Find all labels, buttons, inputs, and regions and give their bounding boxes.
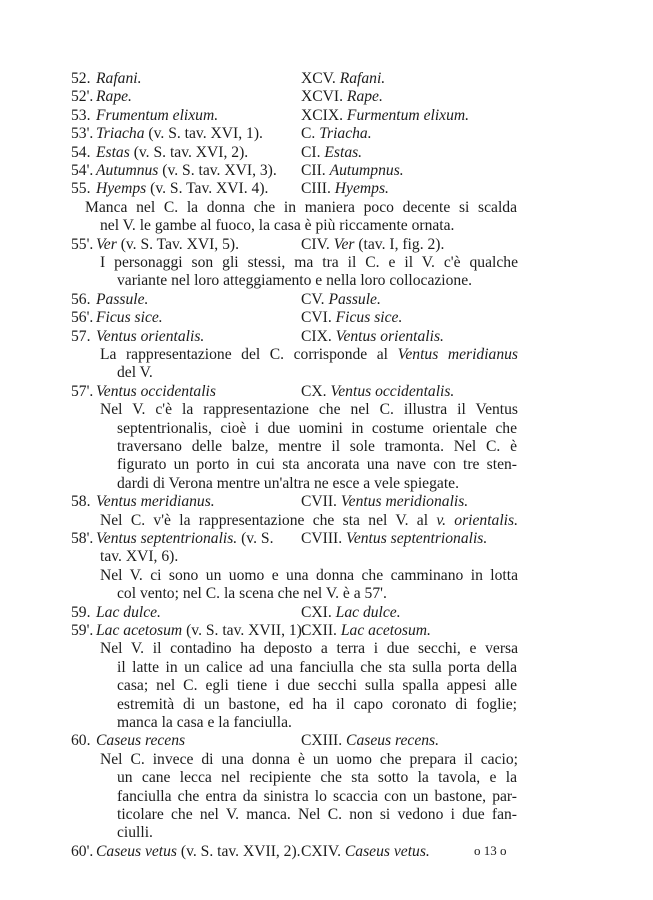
c-title: Ventus meridionalis. — [340, 493, 469, 511]
v-entry — [96, 621, 306, 640]
c-number: CVII. — [301, 493, 341, 511]
c-title: Triacha. — [319, 125, 372, 143]
c-entry — [301, 731, 439, 750]
entry-number: 57. — [71, 327, 91, 345]
c-entry — [301, 235, 444, 254]
c-number: CXII. — [301, 622, 341, 639]
c-title: Ficus sice. — [335, 309, 403, 327]
c-title: Lac acetosum. — [340, 622, 431, 639]
v-title: Ventus occidentalis — [96, 382, 216, 400]
note-text: ciulli. — [117, 824, 153, 842]
c-number: CVIII. — [301, 530, 347, 547]
entry-number: 53'. — [71, 125, 94, 143]
v-reference: (v. S. tav. XVI, 3). — [158, 162, 277, 179]
c-entry — [301, 69, 385, 88]
note-text: I personaggi son gli stessi, ma tra il C. e il V. c'è qualche — [100, 254, 518, 271]
entry-number: 60. — [71, 732, 91, 750]
folio-ornament-left: o — [474, 843, 481, 858]
c-number: XCIX. — [301, 106, 347, 124]
c-title: Caseus vetus. — [344, 842, 430, 860]
v-title: Estas — [96, 143, 130, 161]
c-number: CVI. — [301, 309, 336, 327]
c-entry — [301, 179, 389, 198]
v-entry — [96, 235, 239, 254]
v-entry — [96, 124, 263, 143]
c-entry — [301, 382, 454, 401]
v-entry — [96, 529, 273, 548]
entry-number: 52. — [71, 70, 91, 87]
c-title: Hyemps. — [334, 180, 389, 198]
entry-number: 54'. — [71, 162, 94, 179]
c-title: Rafani. — [339, 70, 386, 87]
page-folio — [474, 843, 507, 859]
entry-number: 58. — [71, 493, 91, 511]
note-text: un cane lecca nel recipiente che sta sotto la tavola, e la — [117, 769, 517, 787]
c-entry — [301, 87, 383, 106]
c-title: Ventus orientalis. — [335, 327, 444, 345]
c-title: Rape. — [346, 88, 383, 106]
entry-number: 56. — [71, 290, 91, 308]
note-text: septentrionalis, cioè i due uomini in costume orientale che — [117, 419, 517, 437]
entry-number: 60'. — [71, 842, 94, 860]
note-text: Manca nel C. la donna che in maniera poco decente si scalda — [85, 198, 517, 216]
c-number: XCV. — [301, 70, 340, 87]
c-number: CI. — [301, 143, 325, 161]
v-title: Rafani. — [96, 70, 142, 87]
v-entry — [96, 161, 277, 180]
c-title: Ventus septentrionalis. — [346, 530, 488, 547]
v-title: Ventus orientalis. — [96, 327, 205, 345]
c-entry — [301, 842, 430, 861]
c-number: CXIV. — [301, 842, 345, 860]
v-title: Rape. — [96, 88, 132, 106]
v-title: Ventus meridianus. — [96, 493, 215, 511]
c-number: XCVI. — [301, 88, 347, 106]
c-number: CIX. — [301, 327, 336, 345]
entry-number: 59'. — [71, 622, 94, 639]
entry-number: 52'. — [71, 88, 94, 106]
c-entry — [301, 308, 402, 327]
note-text: figurato un porto in cui sta ancorata una nave con tre sten- — [117, 456, 517, 474]
note-text: manca la casa e la fanciulla. — [117, 714, 292, 731]
c-entry — [301, 492, 468, 511]
c-reference: (tav. I, fig. 2). — [354, 235, 445, 253]
note-text: tav. XVI, 6). — [100, 548, 179, 566]
entry-number: 56'. — [71, 309, 94, 327]
v-reference: (v. S. Tav. XVI, 5). — [116, 235, 239, 253]
c-number: CXIII. — [301, 732, 347, 750]
c-entry — [301, 603, 401, 622]
v-reference: (v. S. — [237, 530, 274, 547]
c-entry — [301, 124, 372, 143]
v-title: Ver — [96, 235, 117, 253]
c-number: CIII. — [301, 180, 335, 198]
c-number: C. — [301, 125, 320, 143]
entry-number: 58'. — [71, 530, 94, 547]
c-entry — [301, 290, 381, 309]
v-entry — [96, 842, 301, 861]
folio-ornament-right: o — [500, 843, 507, 858]
note-text: Nel V. ci sono un uomo e una donna che camminano in lotta — [100, 566, 518, 584]
v-reference: (v. S. tav. XVII, 1). — [182, 622, 306, 639]
v-title: Ficus sice. — [96, 309, 163, 327]
note-text: col vento; nel C. la scena che nel V. è a 57'. — [117, 585, 387, 603]
v-title: Passule. — [96, 290, 149, 308]
v-title: Lac dulce. — [96, 603, 161, 621]
c-title: Furmentum elixum. — [346, 106, 470, 124]
note-text-part: La rappresentazione del C. corrisponde al — [100, 346, 398, 363]
c-title: Ventus occidentalis. — [330, 382, 455, 400]
c-number: CX. — [301, 382, 331, 400]
c-entry — [301, 106, 469, 125]
c-title: Passule. — [328, 290, 381, 308]
entry-number: 54. — [71, 143, 91, 161]
note-text — [100, 511, 518, 530]
v-reference: (v. S. tav. XVII, 2). — [177, 842, 301, 860]
note-text: ticolare che nel V. manca. Nel C. non si vedono i due fan- — [117, 806, 517, 823]
c-number: CV. — [301, 290, 329, 308]
entry-number: 53. — [71, 106, 91, 124]
c-entry — [301, 529, 487, 548]
v-entry — [96, 143, 248, 162]
c-entry — [301, 143, 362, 162]
v-reference: (v. S. Tav. XVI. 4). — [146, 180, 269, 198]
note-text-italic: Ventus meridianus — [397, 346, 518, 363]
note-text: casa; nel C. egli tiene i due secchi sulla spalla appesi alle — [117, 677, 517, 695]
v-title: Triacha — [96, 125, 145, 143]
note-text: nel V. le gambe al fuoco, la casa è più riccamente ornata. — [100, 217, 455, 235]
note-text: variante nel loro atteggiamento e nella loro collocazione. — [117, 272, 473, 290]
c-entry — [301, 327, 444, 346]
note-text: Nel C. invece di una donna è un uomo che prepara il cacio; — [100, 750, 518, 768]
entry-number: 57'. — [71, 382, 94, 400]
note-text-part: Nel C. v'è la rappresentazione che sta nel V. al — [100, 511, 437, 529]
v-title: Lac acetosum — [96, 622, 183, 639]
entry-number: 55. — [71, 180, 91, 198]
note-text: dardi di Verona mentre un'altra ne esce a vele spiegate. — [117, 474, 459, 492]
note-text: il latte in un calice ad una fanciulla che sta sulla porta della — [117, 658, 517, 676]
c-entry — [301, 621, 431, 640]
c-entry — [301, 161, 404, 180]
v-title: Caseus vetus — [96, 842, 177, 860]
c-number: CXI. — [301, 603, 336, 621]
note-text-italic: v. orientalis. — [436, 511, 518, 529]
c-title: Lac dulce. — [335, 603, 401, 621]
v-entry — [96, 179, 268, 198]
c-title: Ver — [333, 235, 355, 253]
c-number: CIV. — [301, 235, 334, 253]
v-title: Ventus septentrionalis. — [96, 530, 238, 547]
c-number: CII. — [301, 162, 330, 179]
v-title: Hyemps — [96, 180, 147, 198]
c-title: Caseus recens. — [346, 732, 440, 750]
c-title: Autumpnus. — [329, 162, 404, 179]
note-text: Nel V. c'è la rappresentazione che nel C. illustra il Ventus — [100, 401, 518, 419]
entry-number: 55'. — [71, 235, 94, 253]
page-number: 13 — [483, 843, 497, 858]
note-text: del V. — [117, 364, 153, 382]
note-text: Nel V. il contadino ha deposto a terra i due secchi, e versa — [100, 640, 518, 658]
v-reference: (v. S. tav. XVI, 1). — [144, 125, 263, 143]
note-text: estremità di un bastone, ed ha il capo coronato di foglie; — [117, 695, 517, 713]
v-title: Frumentum elixum. — [96, 106, 219, 124]
note-text: fanciulla che entra da sinistra lo scaccia con un bastone, par- — [117, 787, 517, 805]
note-text — [100, 345, 518, 364]
v-reference: (v. S. tav. XVI, 2). — [129, 143, 249, 161]
c-title: Estas. — [324, 143, 363, 161]
note-text: traversano delle balze, mentre il sole tramonta. Nel C. è — [117, 438, 517, 455]
v-title: Autumnus — [96, 162, 159, 179]
entry-number: 59. — [71, 603, 91, 621]
v-title: Caseus recens — [96, 732, 186, 750]
